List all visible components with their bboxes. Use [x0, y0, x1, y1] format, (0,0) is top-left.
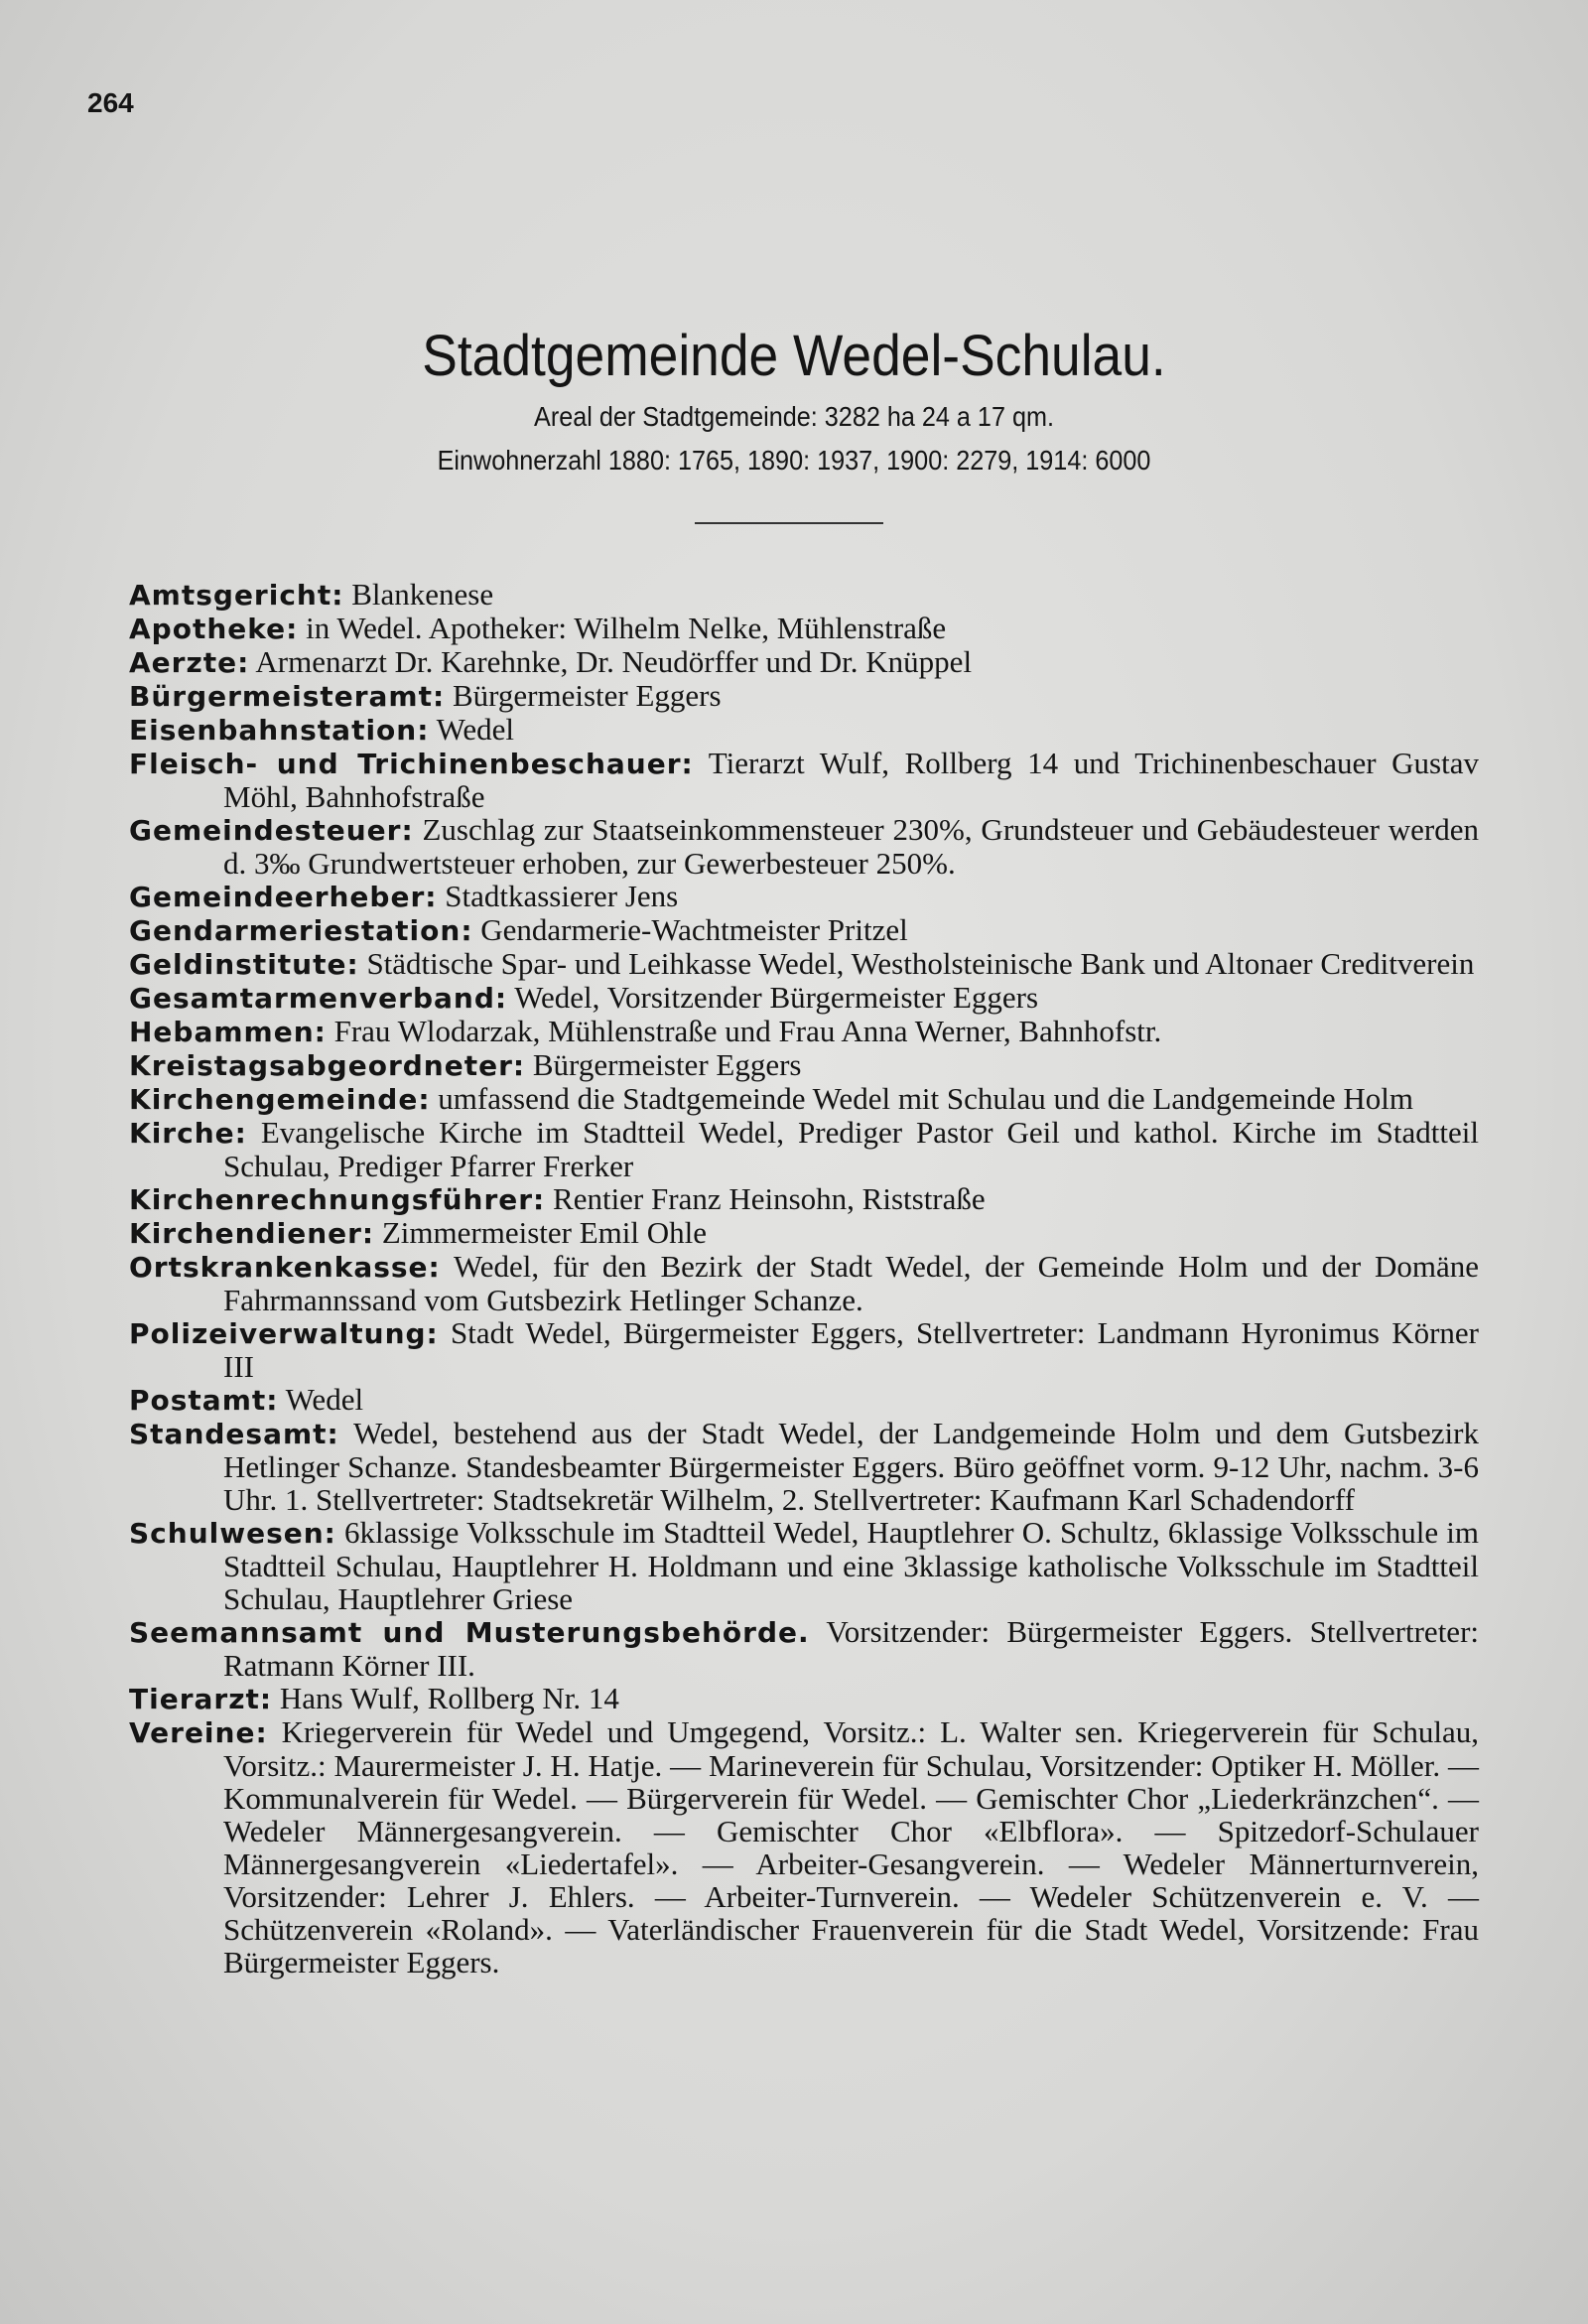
- entry-term: Amtsgericht:: [129, 579, 344, 612]
- entry-text: 6klassige Volksschule im Stadtteil Wedel, Hauptlehrer O. Schultz, 6klassige Volksschule im Stadtteil Schulau, Hauptlehrer H. Holdmann und eine 3klassige katholische Volksschule im Stadtteil Schulau, Hauptlehrer Griese: [223, 1515, 1479, 1616]
- directory-entries: [129, 578, 1479, 1979]
- entry-text: Städtische Spar- und Leihkasse Wedel, Westholsteinische Bank und Altonaer Creditverein: [358, 946, 1475, 981]
- entry-term: Ortskrankenkasse:: [129, 1251, 441, 1284]
- entry-geldinstitute: [129, 947, 1479, 981]
- entry-postamt: [129, 1383, 1479, 1417]
- area-line: Areal der Stadtgemeinde: 3282 ha 24 a 17 qm.: [534, 401, 1054, 432]
- entry-term: Aerzte:: [129, 646, 250, 679]
- entry-kirchendiener: [129, 1216, 1479, 1250]
- entry-text: Stadt Wedel, Bürgermeister Eggers, Stellvertreter: Landmann Hyronimus Körner III: [223, 1315, 1479, 1384]
- entry-text: Blankenese: [343, 577, 494, 612]
- entry-term: Apotheke:: [129, 613, 299, 645]
- entry-term: Kirchengemeinde:: [129, 1083, 431, 1116]
- entry-kirche: [129, 1116, 1479, 1182]
- entry-gendarmeriestation: [129, 913, 1479, 947]
- entry-term: Gendarmeriestation:: [129, 914, 473, 947]
- page-number: 264: [87, 87, 134, 118]
- entry-text: Tierarzt Wulf, Rollberg 14 und Trichinenbeschauer Gustav Möhl, Bahnhofstraße: [223, 746, 1479, 814]
- entry-ortskrankenkasse: [129, 1250, 1479, 1316]
- entry-text: Stadtkassierer Jens: [437, 879, 679, 913]
- entry-text: Bürgermeister Eggers: [525, 1047, 802, 1082]
- entry-aerzte: [129, 645, 1479, 679]
- entry-fleischbeschauer: [129, 747, 1479, 813]
- entry-text: Wedel: [429, 712, 515, 747]
- entry-term: Fleisch- und Trichinenbeschauer:: [129, 748, 694, 780]
- entry-eisenbahnstation: [129, 713, 1479, 747]
- entry-term: Gesamtarmenverband:: [129, 982, 508, 1015]
- entry-gemeindeerheber: [129, 880, 1479, 913]
- entry-text: Kriegerverein für Wedel und Umgegend, Vorsitz.: L. Walter sen. Kriegerverein für Schulau, Vorsitz.: Maurermeister J. H. Hatje. — Marineverein für Schulau, Vorsitzender: Optiker H. Möller. — Kommunalverein für Wedel. — Bürgerverein für Wedel. — Gemischter Chor „Liederkränzchen“. — Wedeler Männergesangverein. — Gemischter Chor «Elbflora». — Spitzedorf-Schulauer Männergesangverein «Liedertafel». — Arbeiter-Gesangverein. — Wedeler Männerturnverein, Vorsitzender: Lehrer J. Ehlers. — Arbeiter-Turnverein. — Wedeler Schützenverein e. V. — Schützenverein «Roland». — Vaterländischer Frauenverein für die Stadt Wedel, Vorsitzende: Frau Bürgermeister Eggers.: [223, 1714, 1479, 1980]
- page-title: Stadtgemeinde Wedel-Schulau.: [422, 324, 1166, 388]
- entry-standesamt: [129, 1417, 1479, 1516]
- entry-apotheke: [129, 612, 1479, 645]
- entry-text: Gendarmerie-Wachtmeister Pritzel: [472, 912, 908, 947]
- entry-text: umfassend die Stadtgemeinde Wedel mit Schulau und die Landgemeinde Holm: [430, 1081, 1413, 1116]
- entry-term: Bürgermeisteramt:: [129, 680, 446, 713]
- entry-text: Armenarzt Dr. Karehnke, Dr. Neudörffer und Dr. Knüppel: [249, 644, 973, 679]
- entry-text: Frau Wlodarzak, Mühlenstraße und Frau Anna Werner, Bahnhofstr.: [326, 1014, 1162, 1048]
- entry-term: Kirchendiener:: [129, 1217, 375, 1250]
- entry-term: Seemannsamt und Musterungsbehörde.: [129, 1616, 810, 1649]
- entry-amtsgericht: [129, 578, 1479, 612]
- entry-term: Polizeiverwaltung:: [129, 1317, 439, 1350]
- entry-term: Hebammen:: [129, 1016, 327, 1048]
- entry-term: Geldinstitute:: [129, 948, 359, 981]
- entry-text: Wedel, für den Bezirk der Stadt Wedel, der Gemeinde Holm und der Domäne Fahrmannssand vom Gutsbezirk Hetlinger Schanze.: [223, 1249, 1479, 1317]
- entry-text: Hans Wulf, Rollberg Nr. 14: [272, 1681, 619, 1715]
- entry-text: Evangelische Kirche im Stadtteil Wedel, Prediger Pastor Geil und kathol. Kirche im Stadtteil Schulau, Prediger Pfarrer Frerker: [223, 1115, 1479, 1183]
- entry-vereine: [129, 1715, 1479, 1979]
- entry-text: Wedel: [278, 1382, 364, 1417]
- entry-schulwesen: [129, 1516, 1479, 1615]
- entry-term: Tierarzt:: [129, 1683, 273, 1715]
- entry-text: Rentier Franz Heinsohn, Riststraße: [545, 1181, 986, 1216]
- entry-buergermeisteramt: [129, 679, 1479, 713]
- entry-polizeiverwaltung: [129, 1316, 1479, 1383]
- page-header: [0, 323, 1588, 480]
- entry-gesamtarmenverband: [129, 981, 1479, 1015]
- entry-text: Wedel, Vorsitzender Bürgermeister Eggers: [507, 980, 1039, 1015]
- entry-text: in Wedel. Apotheker: Wilhelm Nelke, Mühlenstraße: [298, 611, 947, 645]
- entry-term: Eisenbahnstation:: [129, 714, 430, 747]
- entry-kreistagsabgeordneter: [129, 1048, 1479, 1082]
- entry-text: Zuschlag zur Staatseinkommensteuer 230%, Grundsteuer und Gebäudesteuer werden d. 3‰ Grundwertsteuer erhoben, zur Gewerbesteuer 250%.: [223, 812, 1479, 881]
- entry-gemeindesteuer: [129, 813, 1479, 880]
- entry-term: Gemeindesteuer:: [129, 814, 414, 847]
- entry-text: Zimmermeister Emil Ohle: [374, 1215, 708, 1250]
- entry-term: Postamt:: [129, 1384, 279, 1417]
- entry-seemannsamt: [129, 1615, 1479, 1682]
- entry-text: Vorsitzender: Bürgermeister Eggers. Stellvertreter: Ratmann Körner III.: [223, 1614, 1480, 1683]
- entry-text: Bürgermeister Eggers: [445, 678, 722, 713]
- entry-term: Kirchenrechnungsführer:: [129, 1183, 546, 1216]
- entry-term: Kirche:: [129, 1117, 247, 1150]
- entry-hebammen: [129, 1015, 1479, 1048]
- entry-kirchenrechnungsfuehrer: [129, 1182, 1479, 1216]
- section-divider: [695, 522, 883, 524]
- entry-term: Standesamt:: [129, 1418, 339, 1450]
- entry-text: Wedel, bestehend aus der Stadt Wedel, der Landgemeinde Holm und dem Gutsbezirk Hetlinger Schanze. Standesbeamter Bürgermeister Eggers. Büro geöffnet vorm. 9-12 Uhr, nachm. 3-6 Uhr. 1. Stellvertreter: Stadtsekretär Wilhelm, 2. Stellvertreter: Kaufmann Karl Schadendorff: [223, 1416, 1479, 1517]
- entry-term: Schulwesen:: [129, 1517, 336, 1550]
- entry-term: Kreistagsabgeordneter:: [129, 1049, 526, 1082]
- entry-kirchengemeinde: [129, 1082, 1479, 1116]
- population-line: Einwohnerzahl 1880: 1765, 1890: 1937, 1900: 2279, 1914: 6000: [437, 445, 1151, 476]
- entry-term: Vereine:: [129, 1716, 268, 1749]
- entry-tierarzt: [129, 1682, 1479, 1715]
- entry-term: Gemeindeerheber:: [129, 881, 438, 913]
